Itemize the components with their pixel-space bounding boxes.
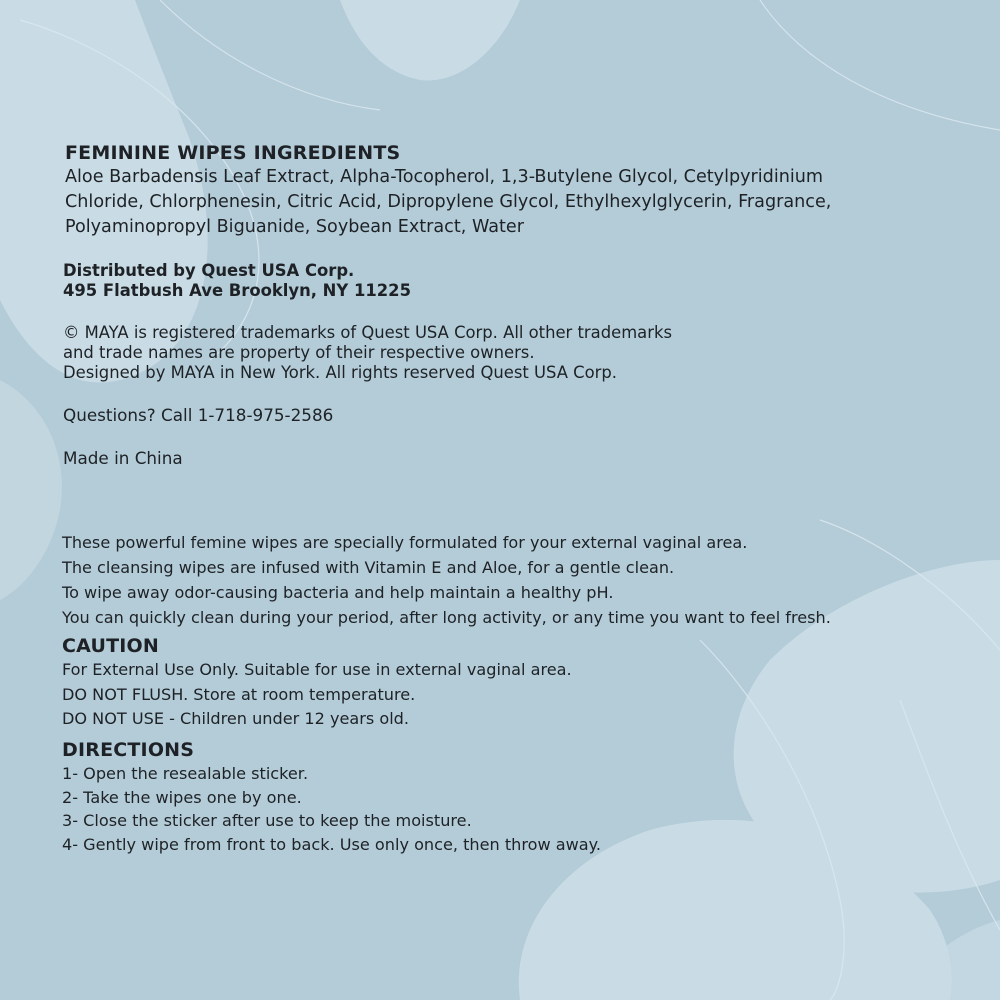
direction-step: 1- Open the resealable sticker. [62,764,309,783]
distributor-address: 495 Flatbush Ave Brooklyn, NY 11225 [63,281,411,300]
caution-line: For External Use Only. Suitable for use in external vaginal area. [62,660,572,679]
ingredients-line: Chloride, Chlorphenesin, Citric Acid, Dipropylene Glycol, Ethylhexylglycerin, Fragrance, [65,192,832,212]
direction-step: 3- Close the sticker after use to keep the moisture. [62,811,472,830]
contact-phone-text: Questions? Call 1-718-975-2586 [63,405,334,425]
description-line: You can quickly clean during your period, after long activity, or any time you want to feel fresh. [62,608,831,627]
directions-heading: DIRECTIONS [62,739,195,761]
trademark-line: and trade names are property of their respective owners. [63,343,535,362]
distributor-line: Distributed by Quest USA Corp. [63,261,355,280]
trademark-section [63,323,672,383]
description-line: These powerful femine wipes are specially formulated for your external vaginal area. [62,533,748,552]
directions-section [62,738,601,856]
trademark-line: Designed by MAYA in New York. All rights reserved Quest USA Corp. [63,363,617,382]
description-section [62,530,831,630]
ingredients-heading: FEMININE WIPES INGREDIENTS [65,142,401,164]
caution-section [62,635,572,732]
description-line: The cleansing wipes are infused with Vitamin E and Aloe, for a gentle clean. [62,558,675,577]
caution-line: DO NOT FLUSH. Store at room temperature. [62,684,416,704]
ingredients-section [65,141,831,240]
caution-heading: CAUTION [62,635,159,657]
ingredients-line: Aloe Barbadensis Leaf Extract, Alpha-Tocopherol, 1,3-Butylene Glycol, Cetylpyridinium [65,167,824,187]
distributor-section [63,261,411,301]
ingredients-line: Polyaminopropyl Biguanide, Soybean Extract, Water [65,217,524,237]
description-line: To wipe away odor-causing bacteria and help maintain a healthy pH. [62,583,614,602]
caution-line: DO NOT USE - Children under 12 years old. [62,709,410,728]
direction-step: 2- Take the wipes one by one. [62,787,302,807]
direction-step: 4- Gently wipe from front to back. Use only once, then throw away. [62,834,601,854]
country-of-origin-text: Made in China [63,448,183,468]
trademark-line: © MAYA is registered trademarks of Quest USA Corp. All other trademarks [63,323,672,342]
